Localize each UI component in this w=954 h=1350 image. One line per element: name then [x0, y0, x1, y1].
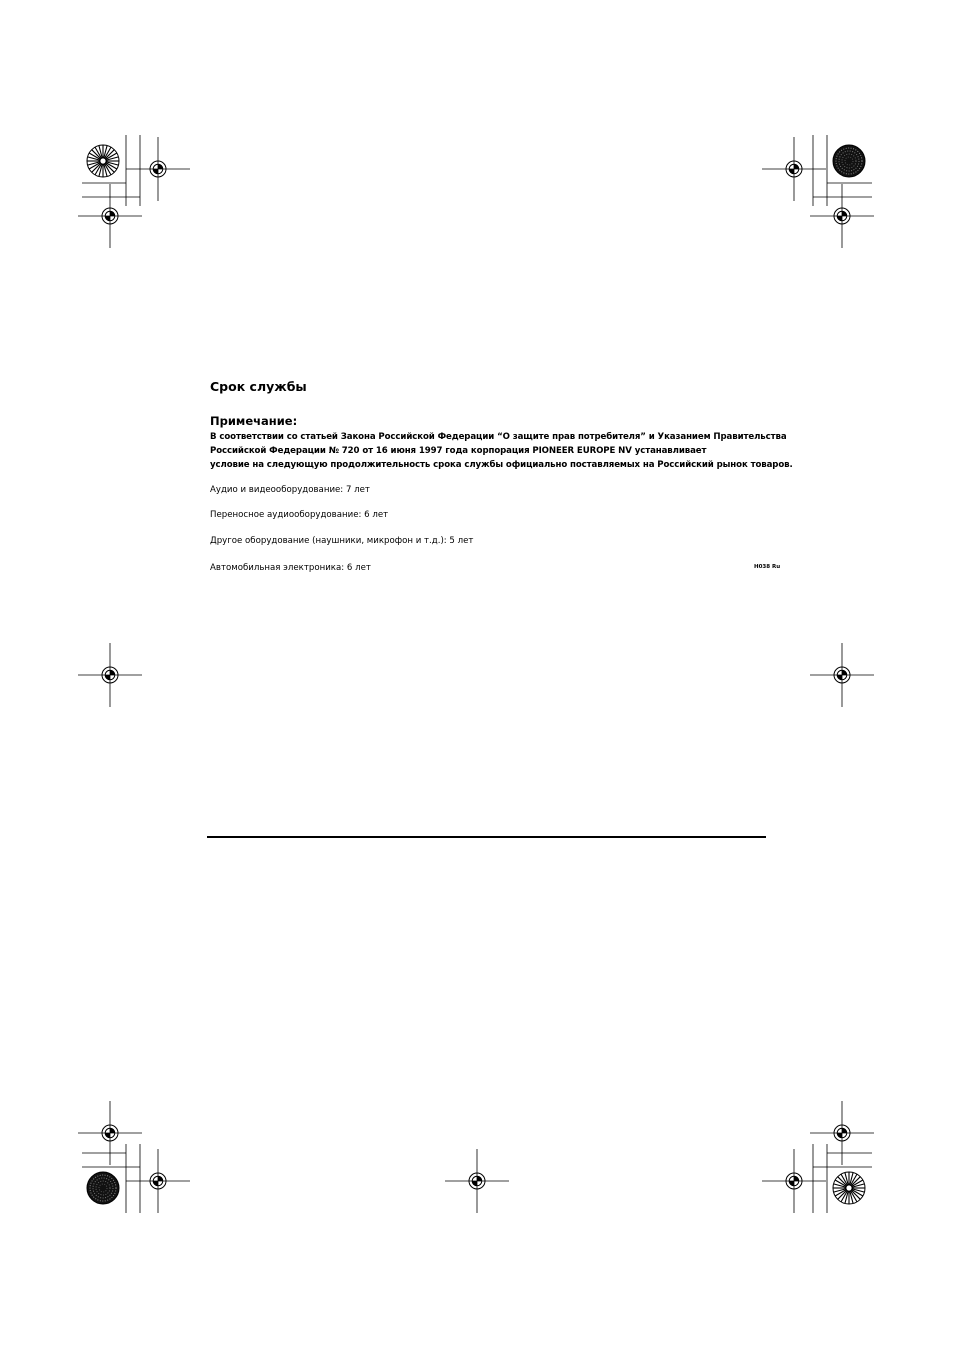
note-heading: Примечание: [210, 414, 298, 428]
registration-target-icon [126, 1149, 190, 1213]
registration-target-icon [78, 184, 142, 248]
service-life-item: Автомобильная электроника: 6 лет [210, 563, 371, 573]
registration-target-icon [762, 1149, 826, 1213]
registration-target-icon [445, 1149, 509, 1213]
registration-target-icon [762, 137, 826, 201]
dotted-calibration-icon [87, 1172, 119, 1204]
note-line: В соответствии со статьей Закона Российской Федерации “О защите прав потребителя” и Указанием Правительства [210, 432, 787, 442]
service-life-item: Другое оборудование (наушники, микрофон и т.д.): 5 лет [210, 536, 474, 546]
page-title: Срок службы [210, 379, 307, 394]
registration-target-icon [810, 643, 874, 707]
document-code: H038 Ru [754, 564, 781, 570]
registration-target-icon [78, 1101, 142, 1165]
note-line: условие на следующую продолжительность срока службы официально поставляемых на Российский рынок товаров. [210, 460, 793, 470]
registration-target-icon [810, 184, 874, 248]
service-life-item: Аудио и видеооборудование: 7 лет [210, 485, 370, 495]
note-body [210, 430, 793, 472]
service-life-item: Переносное аудиооборудование: 6 лет [210, 510, 389, 520]
registration-target-icon [78, 643, 142, 707]
starburst-calibration-icon [833, 1172, 865, 1204]
starburst-calibration-icon [87, 145, 119, 177]
registration-target-icon [126, 137, 190, 201]
registration-target-icon [810, 1101, 874, 1165]
dotted-calibration-icon [833, 145, 865, 177]
note-line: Российской Федерации № 720 от 16 июня 1997 года корпорация PIONEER EUROPE NV устанавливает [210, 446, 707, 456]
footer-rule [207, 836, 766, 838]
